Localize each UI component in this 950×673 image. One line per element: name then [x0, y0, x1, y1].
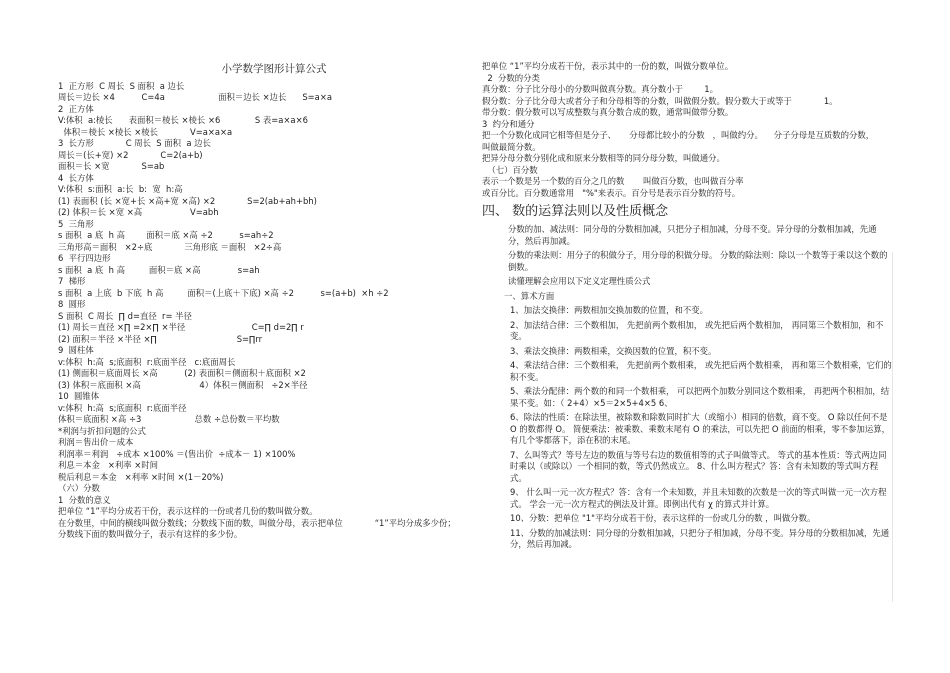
text-line: (1) 侧面积＝底面周长 ×高 (2) 表面积＝侧面积＋底面积 ×2 — [58, 368, 306, 378]
text-line: 分数线下面的数叫做分子，表示有这样的多少份。 — [58, 529, 243, 539]
text-line: 6 平行四边形 — [58, 253, 111, 263]
text-line: 税后利息＝本金 ×利率 ×时间 ×(1－20%) — [58, 471, 224, 482]
paragraph: 分数的乘法则：用分子的积做分子，用分母的积做分母。 分数的除法则：除以一个数等于乘以这个数的倒数。 — [508, 250, 888, 272]
text-line: 面积＝长 ×宽 S=ab — [58, 161, 165, 171]
column-divider — [892, 252, 893, 602]
paragraph: 4、乘法结合律：三个数相乘， 先把前两个数相乘， 或先把后两个数相乘， 再和第三个数相乘，它们的积不变。 — [510, 360, 892, 382]
section-title: 四、 数的运算法则以及性质概念 — [482, 204, 669, 219]
text-line: (2) 面积＝半径 ×半径 ×∏ S=∏rr — [58, 333, 263, 344]
text-line: s 面积 a 底 h 高 面积＝底 ×高 ÷2 s=ah÷2 — [58, 230, 274, 240]
text-line: v:体积 h:高 s;底面积 r:底面半径 c:底面周长 — [58, 356, 236, 367]
text-line: 利息＝本金 ×利率 ×时间 — [58, 460, 159, 470]
text-line: 表示一个数是另一个数的百分之几的数 叫做百分数，也叫做百分率 — [482, 176, 744, 186]
text-line: S 面积 C 周长 ∏ d=直径 r= 半径 — [58, 310, 192, 321]
paragraph: 6、除法的性质：在除法里，被除数和除数同时扩大（或缩小）相同的倍数，商不变。 O 除以任何不是 O 的数都得 O。 简便乘法：被乘数、乘数末尾有 O 的乘法，可以先把 O 前面的相乘，零不参加运算，有几个零都落下，添在积的末尾。 — [510, 412, 891, 445]
text-line: s 面积 a 底 h 高 面积＝底 ×高 s=ah — [58, 264, 260, 275]
text-line: 把单位 “1”平均分成若干份，表示这样的一份或者几份的数叫做分数。 — [58, 506, 318, 516]
paragraph: 1、加法交换律：两数相加交换加数的位置，和不变。 — [510, 305, 708, 315]
text-line: 或百分比。百分数通常用 "%"来表示。百分号是表示百分数的符号。 — [482, 187, 741, 198]
text-line: *利润与折扣问题的公式 — [58, 425, 146, 436]
text-line: 把单位 “1”平均分成若干份，表示其中的一份的数，叫做分数单位。 — [482, 61, 734, 71]
text-line: （六）分数 — [58, 483, 100, 493]
text-line: 真分数：分子比分母小的分数叫做真分数。真分数小于 1。 — [482, 84, 718, 94]
text-line: 9 圆柱体 — [58, 345, 94, 355]
paragraph: 2、加法结合律：三个数相加， 先把前两个数相加， 或先把后两个数相加， 再同第三个数相加，和不变。 — [510, 319, 884, 341]
text-line: 4 长方体 — [58, 172, 94, 183]
text-line: 利润率＝利润 ÷成本 ×100% ＝(售出价 ÷成本－ 1) ×100% — [58, 448, 296, 459]
text-line: 周长＝边长 ×4 C=4a 面积＝边长 ×边长 S=a×a — [58, 92, 332, 102]
text-line: 周长＝(长+宽) ×2 C=2(a+b) — [58, 149, 203, 160]
formula-list — [58, 81, 470, 541]
text-line: 带分数：假分数可以写成整数与真分数合成的数，通常叫做带分数。 — [482, 107, 734, 117]
text-line: v:体积 h:高 s;底面积 r:底面半径 — [58, 402, 187, 413]
text-line: 1 正方形 C 周长 S 面积 a 边长 — [58, 80, 185, 91]
text-line: 叫做最简分数。 — [482, 141, 541, 152]
paragraph: 11、分数的加减法则：同分母的分数相加减，只把分子相加减，分母不变。异分母的分数相加减，先通分，然后再加减。 — [510, 527, 890, 549]
fraction-notes — [482, 61, 892, 199]
text-line: 假分数：分子比分母大或者分子和分母相等的分数，叫做假分数。假分数大于或等于 1。 — [482, 95, 838, 106]
text-line: 5 三角形 — [58, 218, 94, 229]
paragraph: 10、分数：把单位 "1"平均分成若干份，表示这样的一份或几分的数 ，叫做分数。 — [510, 513, 816, 523]
paragraph: 9、 什么叫一元一次方程式？答：含有一个未知数，并且未知数的次数是一次的等式叫做一元一次方程式。 学会一元一次方程式的例法及计算。即例出代有 χ 的算式并计算。 — [510, 487, 887, 509]
paragraph: 一、算术方面 — [504, 290, 555, 301]
text-line: V:体积 a:棱长 表面积＝棱长 ×棱长 ×6 S 表=a×a×6 — [58, 115, 308, 125]
text-line: 3 长方形 C 周长 S 面积 a 边长 — [58, 138, 211, 148]
rules-paragraphs — [482, 224, 892, 551]
document-title: 小学数学图形计算公式 — [221, 63, 327, 75]
text-line: 10 圆锥体 — [58, 391, 100, 401]
paragraph: 7、么叫等式？等号左边的数值与等号右边的数值相等的式子叫做等式。 等式的基本性质：等式两边同时乘以（或除以）一个相同的数，等式仍然成立。 8、什么叫方程式？答：含有未知数的等式叫方程式。 — [510, 449, 887, 483]
text-line: (2) 体积＝长 ×宽 ×高 V=abh — [58, 207, 219, 217]
text-line: 利润＝售出价－成本 — [58, 437, 134, 447]
right-column — [482, 0, 892, 554]
left-column — [58, 0, 470, 541]
text-line: 三角形高＝面积 ×2÷底 三角形底 ＝面积 ×2÷高 — [58, 241, 282, 252]
text-line: s 面积 a 上底 b 下底 h 高 面积＝(上底＋下底) ×高 ÷2 s=(a+b) ×h ÷2 — [58, 287, 389, 298]
text-line: （七）百分数 — [482, 164, 538, 175]
text-line: 把异分母分数分别化成和原来分数相等的同分母分数，叫做通分。 — [482, 153, 725, 163]
text-line: 7 梯形 — [58, 276, 86, 286]
text-line: 体积＝底面积 ×高 ÷3 总数 ÷总份数＝平均数 — [58, 414, 280, 424]
text-line: 体积＝棱长 ×棱长 ×棱长 V=a×a×a — [58, 126, 233, 137]
paragraph: 分数的加、减法则：同分母的分数相加减，只把分子相加减，分母不变。异分母的分数相加减，先通分，然后再加减。 — [508, 224, 877, 246]
text-line: 2 正方体 — [58, 103, 94, 114]
text-line: (3) 体积＝底面积 ×高 4）体积＝侧面积 ÷2×半径 — [58, 379, 308, 390]
text-line: V:体积 s:面积 a:长 b: 宽 h:高 — [58, 184, 183, 194]
text-line: 2 分数的分类 — [482, 72, 540, 83]
text-line: (1) 表面积 (长 ×宽+长 ×高+宽 ×高) ×2 S=2(ab+ah+bh) — [58, 195, 317, 206]
text-line: 在分数里，中间的横线叫做分数线；分数线下面的数，叫做分母，表示把单位 “1”平均分成多少份； — [58, 517, 456, 528]
text-line: 把一个分数化成同它相等但是分子、 分母都比较小的分数 ，叫做约分。 分子分母是互质数的分数， — [482, 130, 875, 140]
text-line: 8 圆形 — [58, 299, 86, 309]
text-line: 1 分数的意义 — [58, 494, 111, 505]
text-line: 3 约分和通分 — [482, 118, 535, 129]
paragraph: 读懂理解会应用以下定义定理性质公式 — [508, 276, 651, 286]
paragraph: 3、乘法交换律：两数相乘，交换因数的位置，积不变。 — [510, 345, 717, 356]
paragraph: 5、乘法分配律：两个数的和同一个数相乘， 可以把两个加数分别同这个数相乘， 再把两个积相加，结果不变。如：（ 2+4）×5＝2×5+4×5 6、 — [510, 386, 890, 408]
text-line: (1) 周长＝直径 ×∏ =2×∏ ×半径 C=∏ d=2∏ r — [58, 322, 304, 332]
